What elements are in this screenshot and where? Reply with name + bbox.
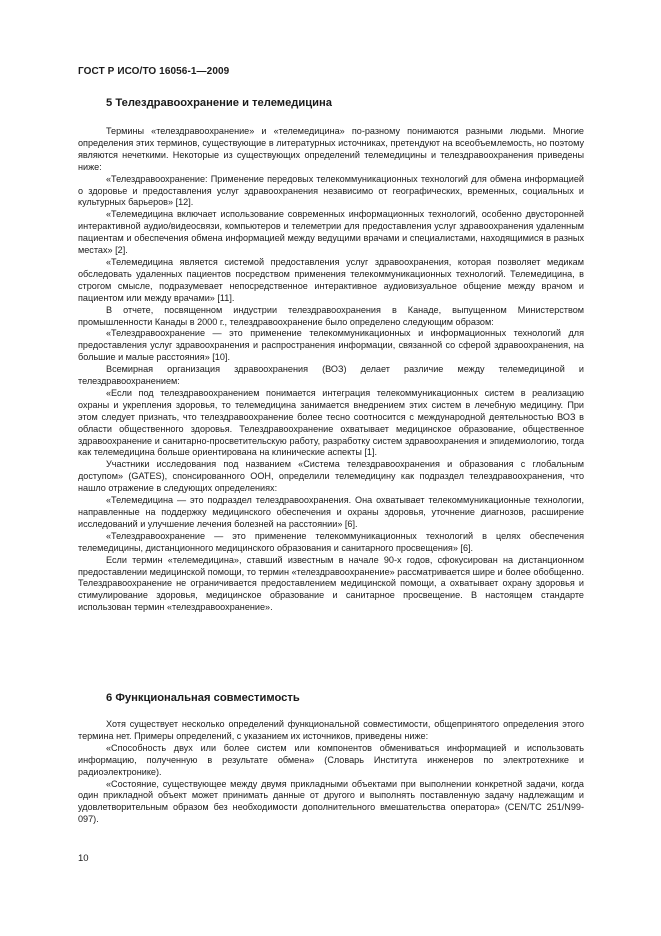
paragraph: «Телездравоохранение — это применение телекоммуникационных и информационных технологий для предоставления услуг здравоохранения и распространения информации, связанной со сферой здравоохранения, на большие и малые расстояния» [10].: [78, 328, 584, 363]
paragraph: Участники исследования под названием «Система телездравоохранения и образования с глобальным доступом» (GATES), спонсированного ООН, определили телемедицину как подраздел телездравоохранения, что нашло отражение в следующих определениях:: [78, 459, 584, 494]
paragraph: «Способность двух или более систем или компонентов обмениваться информацией и использовать информацию, полученную в результате обмена» (Словарь Института инженеров по электротехнике и радиоэлектронике).: [78, 742, 584, 777]
document-header: ГОСТ Р ИСО/ТО 16056-1—2009: [78, 66, 230, 77]
paragraph: «Телемедицина является системой предоставления услуг здравоохранения, которая позволяет медикам обследовать удаленных пациентов посредством применения телекоммуникационных технологий. Телемедицина, в строгом смысле, подразумевает непосредственное интерактивное аудиовизуальное общение между врачом и пациентом или между врачами» [11].: [78, 256, 584, 303]
paragraph: «Состояние, существующее между двумя прикладными объектами при выполнении конкретной задачи, когда один прикладной объект может принимать данные от другого и выполнять поставленную задачу надлежащим и удовлетворительным образом без необходимости дополнительного вмешательства оператора» (CEN/TC 251/N99-097).: [78, 778, 584, 825]
paragraph: Хотя существует несколько определений функциональной совместимости, общепринятого определения этого термина нет. Примеры определений, с указанием их источников, приведены ниже:: [78, 719, 584, 741]
paragraph: «Телездравоохранение — это применение телекоммуникационных технологий в целях обеспечения телемедицины, дистанционного медицинского образования и санитарного просвещения» [6].: [78, 530, 584, 553]
paragraph: «Телемедицина включает использование современных информационных технологий, особенно двусторонней интерактивной аудио/видеосвязи, компьютеров и телеметрии для предоставления услуг здравоохранения удаленным пациентам и обеспечения обмена информацией между ведущими врачами и специалистами, находящимися в разных местах» [2].: [78, 209, 584, 256]
paragraph: Всемирная организация здравоохранения (ВОЗ) делает различие между телемедициной и телездравоохранением:: [78, 364, 584, 387]
paragraph: Термины «телездравоохранение» и «телемедицина» по-разному понимаются разными людьми. Многие определения этих терминов, существующие в литературных источниках, претендуют на всеобъемлемость, но поэтому являются нечеткими. Некоторые из существующих определений телемедицины и телездравоохранения приведены ниже:: [78, 126, 584, 172]
page-number: 10: [78, 853, 89, 864]
paragraph: «Телездравоохранение: Применение передовых телекоммуникационных технологий для обмена информацией о здоровье и предоставления услуг здравоохранения независимо от географических, временных, социальных и культурных барьеров» [12].: [78, 173, 584, 208]
paragraph: В отчете, посвященном индустрии телездравоохранения в Канаде, выпущенном Министерством промышленности Канады в 2000 г., телездравоохранение было определено следующим образом:: [78, 304, 584, 327]
paragraph: «Телемедицина — это подраздел телездравоохранения. Она охватывает телекоммуникационные технологии, направленные на поддержку медицинского обеспечения и охраны здоровья, уточнение диагнозов, расширение исследований и улучшение лечения болезней на расстоянии» [6].: [78, 495, 584, 529]
section-6-heading: 6 Функциональная совместимость: [106, 692, 300, 704]
paragraph: «Если под телездравоохранением понимается интеграция телекоммуникационных систем в реализацию охраны и укрепления здоровья, то телемедицина занимается внедрением этих систем в лечебную медицину. При этом следует признать, что телездравоохранение более тесно соотносится с международной деятельностью ВОЗ в области общественного здоровья. Телездравоохранение охватывает медицинское образование, общественное здравоохранение и санитарно-просветительскую работу, разработку систем здравоохранения и эпидемиологию, тогда как телемедицина больше ориентирована на клинические аспекты [1].: [78, 387, 584, 458]
section-5-heading: 5 Телездравоохранение и телемедицина: [106, 97, 332, 109]
paragraph: Если термин «телемедицина», ставший известным в начале 90-х годов, сфокусирован на дистанционном предоставлении медицинской помощи, то термин «телездравоохранение» рассматривается шире и более обобщенно. Телездравоохранение не ограничивается предоставлением медицинской помощи, а охватывает охрану здоровья и стимулирование здоровья, медицинское образование и санитарное просвещение. В настоящем стандарте использован термин «телездравоохранение».: [78, 554, 584, 613]
section-5-body: [78, 126, 584, 614]
section-6-body: [78, 719, 584, 826]
